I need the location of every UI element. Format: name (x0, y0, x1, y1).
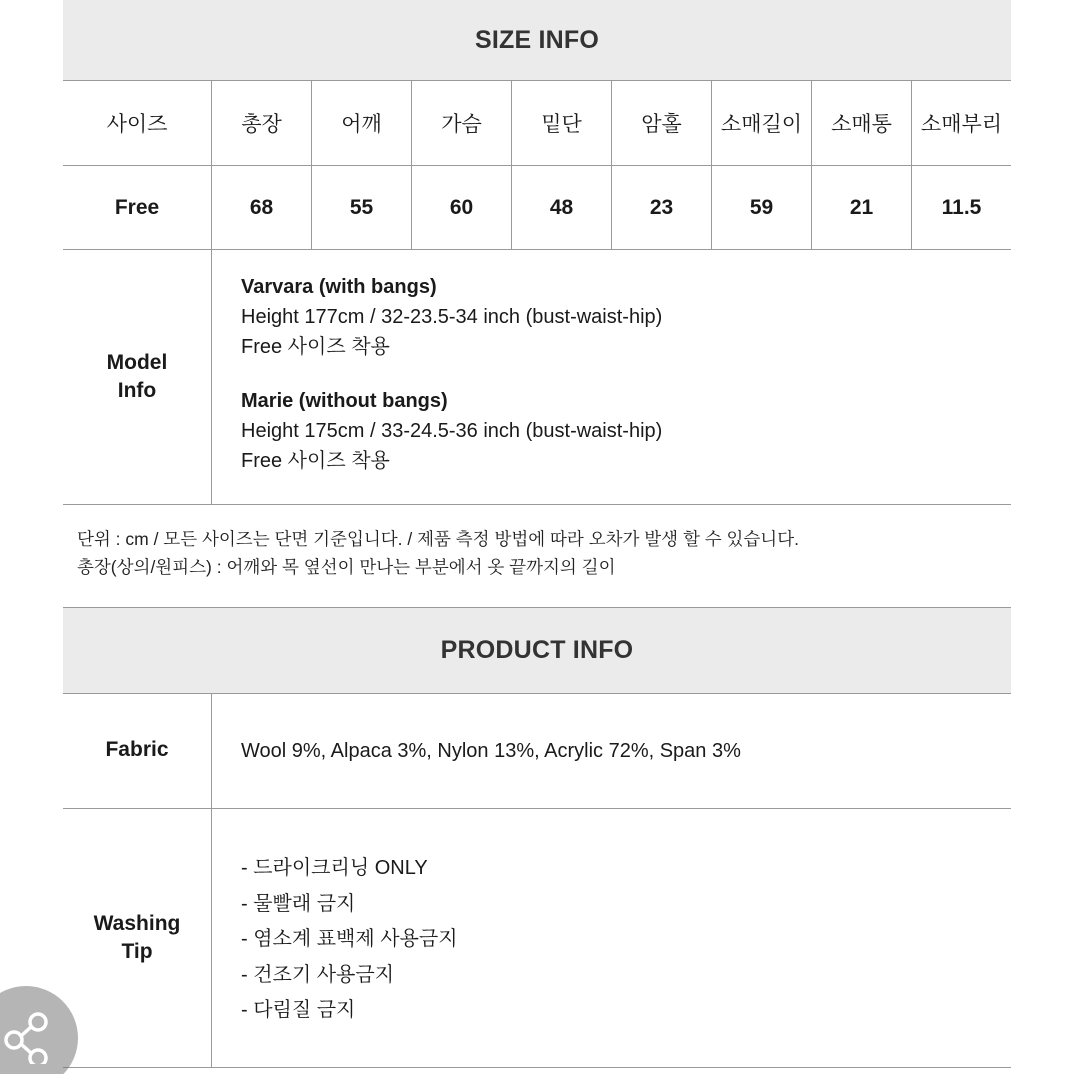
length-value: 68 (249, 195, 274, 219)
model-name: Varvara (with bangs) (241, 276, 437, 298)
size-column-header: 사이즈 (106, 113, 168, 136)
fabric-label (63, 694, 211, 808)
sleeve-width-column-header: 소매통 (831, 113, 892, 136)
cuff-column-header: 소매부리 (920, 113, 1003, 136)
product-detail-sheet (63, 0, 1011, 1074)
model-info-label-line1: Model (106, 351, 168, 374)
washing-tip-label (63, 809, 211, 1067)
model-info-label-line2: Info (117, 379, 157, 402)
length-definition-note: 총장(상의/원피스) : 어깨와 목 옆선이 만나는 부분에서 옷 끝까지의 길이 (77, 557, 616, 577)
shoulder-value: 55 (349, 195, 374, 219)
model-info-label (63, 250, 211, 504)
size-value: Free (114, 195, 160, 219)
washing-tip-item: - 다림질 금지 (241, 999, 356, 1021)
washing-tip-item: - 물빨래 금지 (241, 892, 356, 915)
sleeve-length-column-header: 소매길이 (720, 113, 803, 136)
column-divider (211, 694, 212, 1067)
armhole-column-header: 암홀 (641, 113, 682, 136)
column-divider (411, 81, 412, 249)
washing-tip-item: - 염소계 표백제 사용금지 (241, 928, 458, 950)
model-size: Free 사이즈 착용 (241, 450, 390, 472)
cuff-value: 11.5 (941, 195, 982, 219)
measurement-note: 단위 : cm / 모든 사이즈는 단면 기준입니다. / 제품 측정 방법에 따라 오차가 발생 할 수 있습니다. (77, 529, 799, 549)
washing-label-line2: Tip (121, 940, 153, 963)
column-divider (711, 81, 712, 249)
product-info-header (63, 608, 1011, 693)
model-block (241, 386, 662, 476)
column-divider (811, 81, 812, 249)
column-divider (311, 81, 312, 249)
model-name: Marie (without bangs) (241, 390, 448, 412)
chest-column-header: 가슴 (441, 113, 482, 136)
hem-value: 48 (549, 195, 574, 219)
armhole-value: 23 (649, 195, 674, 219)
model-measurements: Height 177cm / 32-23.5-34 inch (bust-waist-hip) (241, 306, 663, 328)
fabric-composition: Wool 9%, Alpaca 3%, Nylon 13%, Acrylic 72%, Span 3% (241, 740, 741, 762)
column-divider (911, 81, 912, 249)
share-icon (0, 1012, 52, 1064)
divider (63, 1067, 1011, 1068)
washing-tip-item: - 건조기 사용금지 (241, 963, 395, 986)
washing-tip-list (241, 851, 458, 1029)
column-divider (611, 81, 612, 249)
chest-value: 60 (449, 195, 474, 219)
column-divider (511, 81, 512, 249)
size-info-title: SIZE INFO (474, 25, 600, 54)
column-divider (211, 250, 212, 504)
washing-tip-item: - 드라이크리닝 ONLY (241, 857, 428, 879)
sleeve-length-value: 59 (749, 195, 774, 219)
size-info-header (63, 0, 1011, 80)
model-measurements: Height 175cm / 33-24.5-36 inch (bust-waist-hip) (241, 420, 663, 442)
fabric-label-text: Fabric (105, 738, 169, 761)
washing-label-line1: Washing (93, 912, 181, 935)
hem-column-header: 밑단 (541, 113, 582, 136)
model-size: Free 사이즈 착용 (241, 336, 390, 358)
model-block (241, 272, 662, 362)
length-column-header: 총장 (241, 113, 282, 136)
divider (63, 504, 1011, 505)
sleeve-width-value: 21 (849, 195, 874, 219)
shoulder-column-header: 어깨 (341, 113, 382, 136)
product-info-title: PRODUCT INFO (440, 636, 634, 664)
column-divider (211, 81, 212, 249)
